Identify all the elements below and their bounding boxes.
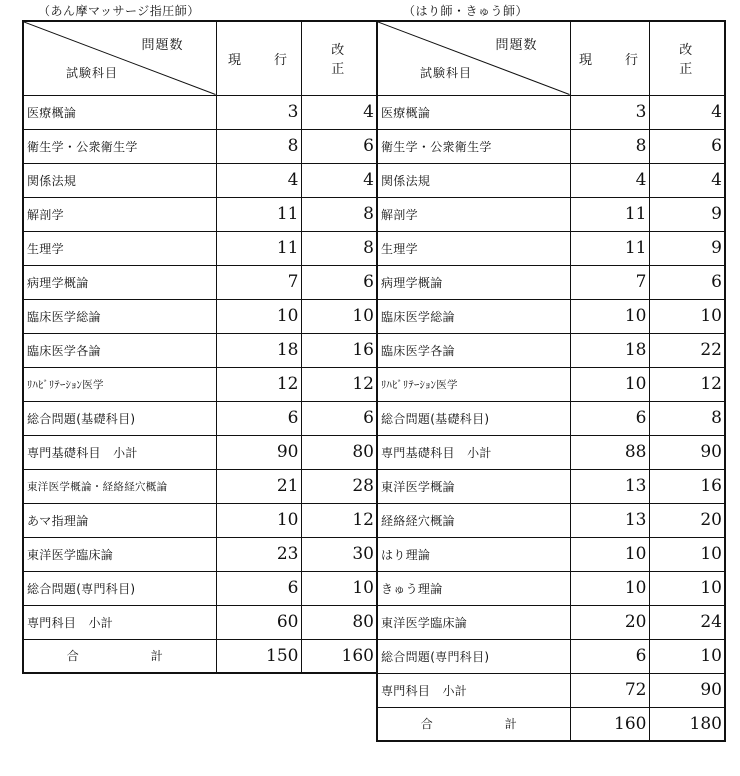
subject-cell: 衛生学・公衆衛生学 bbox=[23, 129, 216, 163]
header-row bbox=[377, 21, 725, 95]
subject-cell: 臨床医学各論 bbox=[377, 333, 570, 367]
table-row bbox=[377, 401, 725, 435]
total-current-cell: 160 bbox=[570, 707, 649, 741]
revised-count-cell: 4 bbox=[301, 95, 377, 129]
subjects-header-label: 試験科目 bbox=[66, 65, 119, 80]
revised-count-cell: 12 bbox=[301, 503, 377, 537]
revised-count-cell: 10 bbox=[649, 537, 725, 571]
table-row bbox=[23, 299, 377, 333]
subject-cell: 東洋医学臨床論 bbox=[377, 605, 570, 639]
table-row bbox=[23, 401, 377, 435]
acupuncture-exam-table bbox=[376, 20, 726, 742]
subject-cell: 東洋医学臨床論 bbox=[23, 537, 216, 571]
table-row bbox=[23, 469, 377, 503]
table-row bbox=[377, 503, 725, 537]
table-row bbox=[377, 469, 725, 503]
current-count-cell: 10 bbox=[570, 367, 649, 401]
subject-cell: 専門基礎科目 小計 bbox=[377, 435, 570, 469]
table-row bbox=[377, 605, 725, 639]
current-column-header: 現 行 bbox=[570, 21, 649, 95]
current-count-cell: 10 bbox=[216, 299, 301, 333]
left-table-caption: （あん摩マッサージ指圧師） bbox=[38, 4, 200, 18]
current-count-cell: 6 bbox=[216, 401, 301, 435]
table-row bbox=[377, 639, 725, 673]
current-count-cell: 10 bbox=[570, 571, 649, 605]
current-count-cell: 11 bbox=[570, 197, 649, 231]
table-row bbox=[377, 435, 725, 469]
table-row bbox=[377, 537, 725, 571]
header-diagonal-cell bbox=[377, 21, 570, 95]
revised-count-cell: 30 bbox=[301, 537, 377, 571]
current-count-cell: 72 bbox=[570, 673, 649, 707]
current-count-cell: 6 bbox=[570, 401, 649, 435]
revised-count-cell: 16 bbox=[301, 333, 377, 367]
subject-cell: ﾘﾊﾋﾞﾘﾃｰｼｮﾝ医学 bbox=[23, 367, 216, 401]
acupuncture-exam-table-body bbox=[377, 21, 725, 741]
revised-count-cell: 12 bbox=[301, 367, 377, 401]
subject-cell: 病理学概論 bbox=[23, 265, 216, 299]
subject-cell: 専門科目 小計 bbox=[377, 673, 570, 707]
current-count-cell: 60 bbox=[216, 605, 301, 639]
subject-cell: 医療概論 bbox=[23, 95, 216, 129]
table-row bbox=[377, 231, 725, 265]
subject-cell: 総合問題(基礎科目) bbox=[377, 401, 570, 435]
subject-cell: 総合問題(専門科目) bbox=[377, 639, 570, 673]
total-row bbox=[23, 639, 377, 673]
table-row bbox=[23, 537, 377, 571]
total-revised-cell: 180 bbox=[649, 707, 725, 741]
current-count-cell: 23 bbox=[216, 537, 301, 571]
subject-cell: 専門基礎科目 小計 bbox=[23, 435, 216, 469]
revised-count-cell: 8 bbox=[301, 197, 377, 231]
table-row bbox=[377, 197, 725, 231]
subject-cell: はり理論 bbox=[377, 537, 570, 571]
subject-cell: 経絡経穴概論 bbox=[377, 503, 570, 537]
revised-column-header: 改 正 bbox=[301, 21, 377, 95]
total-label-cell: 合 計 bbox=[23, 639, 216, 673]
subject-cell: 医療概論 bbox=[377, 95, 570, 129]
current-count-cell: 10 bbox=[570, 537, 649, 571]
questions-header-label: 問題数 bbox=[141, 38, 184, 53]
current-count-cell: 8 bbox=[216, 129, 301, 163]
revised-count-cell: 10 bbox=[649, 571, 725, 605]
subject-cell: 関係法規 bbox=[377, 163, 570, 197]
current-count-cell: 7 bbox=[216, 265, 301, 299]
revised-count-cell: 90 bbox=[649, 673, 725, 707]
table-row bbox=[377, 571, 725, 605]
subject-cell: きゅう理論 bbox=[377, 571, 570, 605]
current-count-cell: 88 bbox=[570, 435, 649, 469]
table-row bbox=[377, 673, 725, 707]
total-revised-cell: 160 bbox=[301, 639, 377, 673]
current-count-cell: 21 bbox=[216, 469, 301, 503]
revised-count-cell: 9 bbox=[649, 197, 725, 231]
current-column-header: 現 行 bbox=[216, 21, 301, 95]
right-table-caption: （はり師・きゅう師） bbox=[403, 4, 529, 18]
table-row bbox=[23, 265, 377, 299]
revised-count-cell: 4 bbox=[649, 95, 725, 129]
revised-count-cell: 22 bbox=[649, 333, 725, 367]
current-count-cell: 18 bbox=[570, 333, 649, 367]
subject-cell: 衛生学・公衆衛生学 bbox=[377, 129, 570, 163]
revised-count-cell: 90 bbox=[649, 435, 725, 469]
total-label-cell: 合 計 bbox=[377, 707, 570, 741]
subject-cell: 病理学概論 bbox=[377, 265, 570, 299]
revised-count-cell: 10 bbox=[649, 299, 725, 333]
current-count-cell: 7 bbox=[570, 265, 649, 299]
table-row bbox=[23, 231, 377, 265]
table-row bbox=[23, 503, 377, 537]
table-row bbox=[23, 95, 377, 129]
revised-column-header: 改 正 bbox=[649, 21, 725, 95]
revised-count-cell: 6 bbox=[649, 265, 725, 299]
subject-cell: 東洋医学概論 bbox=[377, 469, 570, 503]
massage-exam-table-body bbox=[23, 21, 377, 673]
revised-count-cell: 80 bbox=[301, 605, 377, 639]
revised-count-cell: 9 bbox=[649, 231, 725, 265]
subject-cell: 臨床医学総論 bbox=[377, 299, 570, 333]
subject-cell: 生理学 bbox=[23, 231, 216, 265]
table-row bbox=[23, 333, 377, 367]
revised-count-cell: 6 bbox=[649, 129, 725, 163]
revised-count-cell: 4 bbox=[649, 163, 725, 197]
table-row bbox=[23, 197, 377, 231]
revised-count-cell: 6 bbox=[301, 265, 377, 299]
subject-cell: 解剖学 bbox=[377, 197, 570, 231]
current-count-cell: 13 bbox=[570, 469, 649, 503]
current-count-cell: 10 bbox=[570, 299, 649, 333]
current-count-cell: 3 bbox=[216, 95, 301, 129]
revised-count-cell: 80 bbox=[301, 435, 377, 469]
current-count-cell: 6 bbox=[570, 639, 649, 673]
subject-cell: 総合問題(基礎科目) bbox=[23, 401, 216, 435]
subject-cell: 専門科目 小計 bbox=[23, 605, 216, 639]
subject-cell: 関係法規 bbox=[23, 163, 216, 197]
header-row bbox=[23, 21, 377, 95]
revised-count-cell: 10 bbox=[649, 639, 725, 673]
table-row bbox=[23, 129, 377, 163]
revised-count-cell: 8 bbox=[301, 231, 377, 265]
subject-cell: あマ指理論 bbox=[23, 503, 216, 537]
subject-cell: ﾘﾊﾋﾞﾘﾃｰｼｮﾝ医学 bbox=[377, 367, 570, 401]
table-row bbox=[23, 435, 377, 469]
revised-count-cell: 8 bbox=[649, 401, 725, 435]
table-row bbox=[23, 605, 377, 639]
table-row bbox=[377, 299, 725, 333]
subject-cell: 臨床医学総論 bbox=[23, 299, 216, 333]
revised-count-cell: 28 bbox=[301, 469, 377, 503]
current-count-cell: 4 bbox=[570, 163, 649, 197]
subject-cell: 生理学 bbox=[377, 231, 570, 265]
subject-cell: 東洋医学概論・経絡経穴概論 bbox=[23, 469, 216, 503]
subject-cell: 総合問題(専門科目) bbox=[23, 571, 216, 605]
current-count-cell: 8 bbox=[570, 129, 649, 163]
table-row bbox=[23, 367, 377, 401]
current-count-cell: 20 bbox=[570, 605, 649, 639]
revised-count-cell: 10 bbox=[301, 571, 377, 605]
subject-cell: 解剖学 bbox=[23, 197, 216, 231]
subject-cell: 臨床医学各論 bbox=[23, 333, 216, 367]
table-row bbox=[377, 95, 725, 129]
current-count-cell: 90 bbox=[216, 435, 301, 469]
revised-count-cell: 24 bbox=[649, 605, 725, 639]
table-row bbox=[377, 265, 725, 299]
revised-count-cell: 10 bbox=[301, 299, 377, 333]
revised-count-cell: 4 bbox=[301, 163, 377, 197]
current-count-cell: 11 bbox=[216, 197, 301, 231]
current-count-cell: 12 bbox=[216, 367, 301, 401]
header-diagonal-cell bbox=[23, 21, 216, 95]
revised-count-cell: 6 bbox=[301, 401, 377, 435]
subjects-header-label: 試験科目 bbox=[420, 65, 473, 80]
questions-header-label: 問題数 bbox=[495, 38, 538, 53]
current-count-cell: 11 bbox=[570, 231, 649, 265]
revised-count-cell: 6 bbox=[301, 129, 377, 163]
table-row bbox=[377, 129, 725, 163]
table-row bbox=[377, 333, 725, 367]
revised-count-cell: 20 bbox=[649, 503, 725, 537]
diagonal-line bbox=[24, 22, 216, 95]
current-count-cell: 10 bbox=[216, 503, 301, 537]
current-count-cell: 6 bbox=[216, 571, 301, 605]
current-count-cell: 18 bbox=[216, 333, 301, 367]
table-row bbox=[377, 367, 725, 401]
current-count-cell: 3 bbox=[570, 95, 649, 129]
total-row bbox=[377, 707, 725, 741]
total-current-cell: 150 bbox=[216, 639, 301, 673]
revised-count-cell: 16 bbox=[649, 469, 725, 503]
table-row bbox=[377, 163, 725, 197]
current-count-cell: 11 bbox=[216, 231, 301, 265]
current-count-cell: 4 bbox=[216, 163, 301, 197]
massage-exam-table bbox=[22, 20, 378, 674]
revised-count-cell: 12 bbox=[649, 367, 725, 401]
current-count-cell: 13 bbox=[570, 503, 649, 537]
diagonal-line bbox=[378, 22, 570, 95]
table-row bbox=[23, 163, 377, 197]
table-row bbox=[23, 571, 377, 605]
